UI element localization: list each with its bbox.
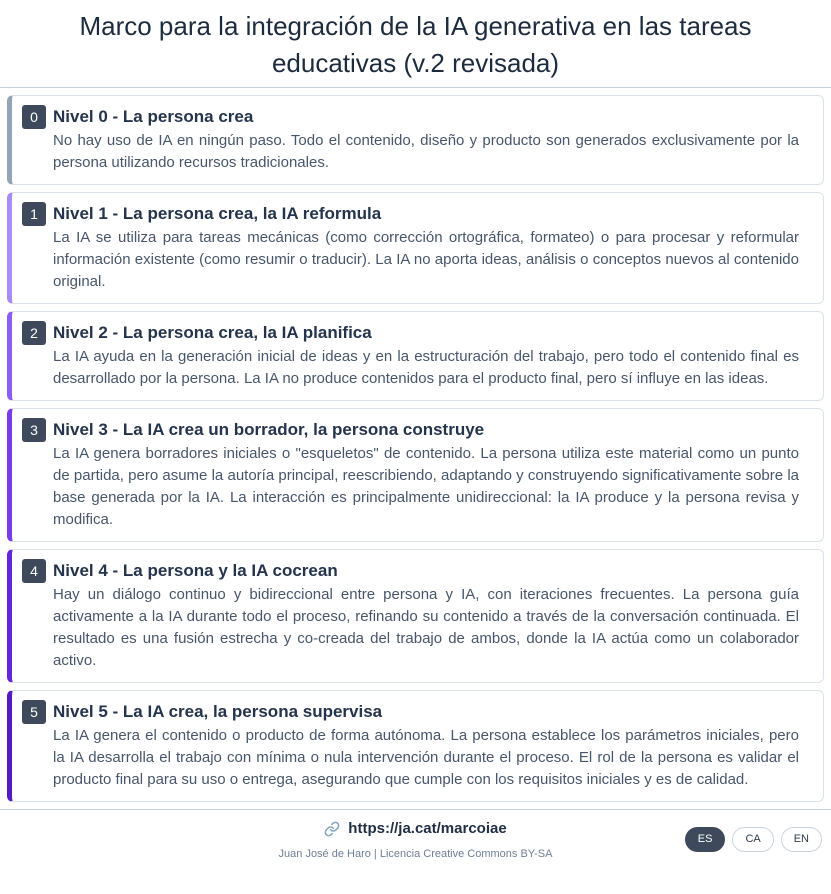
level-header bbox=[22, 700, 799, 724]
lang-button-ca[interactable]: CA bbox=[732, 827, 773, 852]
levels-list bbox=[0, 88, 831, 809]
level-card-2 bbox=[7, 311, 824, 401]
level-card-1 bbox=[7, 192, 824, 304]
level-title: Nivel 2 - La persona crea, la IA planifica bbox=[53, 323, 372, 342]
level-header bbox=[22, 559, 799, 583]
link-icon bbox=[324, 821, 340, 837]
link-url[interactable]: https://ja.cat/marcoiae bbox=[348, 820, 507, 837]
level-badge: 2 bbox=[22, 321, 46, 345]
level-badge: 4 bbox=[22, 559, 46, 583]
level-title: Nivel 0 - La persona crea bbox=[53, 107, 254, 126]
level-description: La IA genera el contenido o producto de forma autónoma. La persona establece los parámetros iniciales, pero la IA desarrolla el trabajo con mínima o nula intervención durante el proceso. El rol de la persona es validar el producto final para su uso o entrega, asegurando que cumple con los requisitos iniciales y es de calidad. bbox=[53, 727, 799, 788]
level-title: Nivel 4 - La persona y la IA cocrean bbox=[53, 561, 338, 580]
level-description: No hay uso de IA en ningún paso. Todo el contenido, diseño y producto son generados exclusivamente por la persona utilizando recursos tradicionales. bbox=[53, 132, 799, 171]
level-title: Nivel 5 - La IA crea, la persona supervisa bbox=[53, 702, 383, 721]
lang-button-en[interactable]: EN bbox=[781, 827, 822, 852]
level-badge: 0 bbox=[22, 105, 46, 129]
credits: Juan José de Haro | Licencia Creative Commons BY-SA bbox=[278, 847, 553, 860]
level-card-5 bbox=[7, 690, 824, 802]
level-badge: 5 bbox=[22, 700, 46, 724]
level-card-0 bbox=[7, 95, 824, 185]
language-switcher bbox=[685, 827, 822, 852]
level-description: Hay un diálogo continuo y bidireccional entre persona y IA, con iteraciones frecuentes. La persona guía activamente a la IA durante todo el proceso, refinando su contenido a través de la conversación continuada. El resultado es una fusión estrecha y co-creada del trabajo de ambos, donde la IA actúa como un colaborador activo. bbox=[53, 586, 799, 669]
share-link[interactable] bbox=[324, 820, 506, 837]
level-header bbox=[22, 105, 799, 129]
page-title: Marco para la integración de la IA generativa en las tareas educativas (v.2 revisada) bbox=[79, 11, 752, 78]
level-header bbox=[22, 418, 799, 442]
footer-divider bbox=[0, 809, 831, 810]
level-badge: 1 bbox=[22, 202, 46, 226]
level-description: La IA se utiliza para tareas mecánicas (como corrección ortográfica, formateo) o para procesar y reformular información existente (como resumir o traducir). La IA no aporta ideas, análisis o conceptos nuevos al contenido original. bbox=[53, 229, 799, 290]
level-header bbox=[22, 321, 799, 345]
footer bbox=[0, 813, 831, 894]
level-header bbox=[22, 202, 799, 226]
level-description: La IA genera borradores iniciales o "esqueletos" de contenido. La persona utiliza este material como un punto de partida, pero asume la autoría principal, reescribiendo, adaptando y construyendo significativamente sobre la base generada por la IA. La interacción es principalmente unidireccional: la IA produce y la persona revisa y modifica. bbox=[53, 445, 799, 528]
level-badge: 3 bbox=[22, 418, 46, 442]
level-title: Nivel 3 - La IA crea un borrador, la persona construye bbox=[53, 420, 485, 439]
level-card-4 bbox=[7, 549, 824, 683]
lang-button-es[interactable]: ES bbox=[685, 827, 726, 852]
level-title: Nivel 1 - La persona crea, la IA reformula bbox=[53, 204, 382, 223]
level-description: La IA ayuda en la generación inicial de ideas y en la estructuración del trabajo, pero todo el contenido final es desarrollado por la persona. La IA no produce contenidos para el producto final, pero sí influye en las ideas. bbox=[53, 348, 799, 387]
level-card-3 bbox=[7, 408, 824, 542]
